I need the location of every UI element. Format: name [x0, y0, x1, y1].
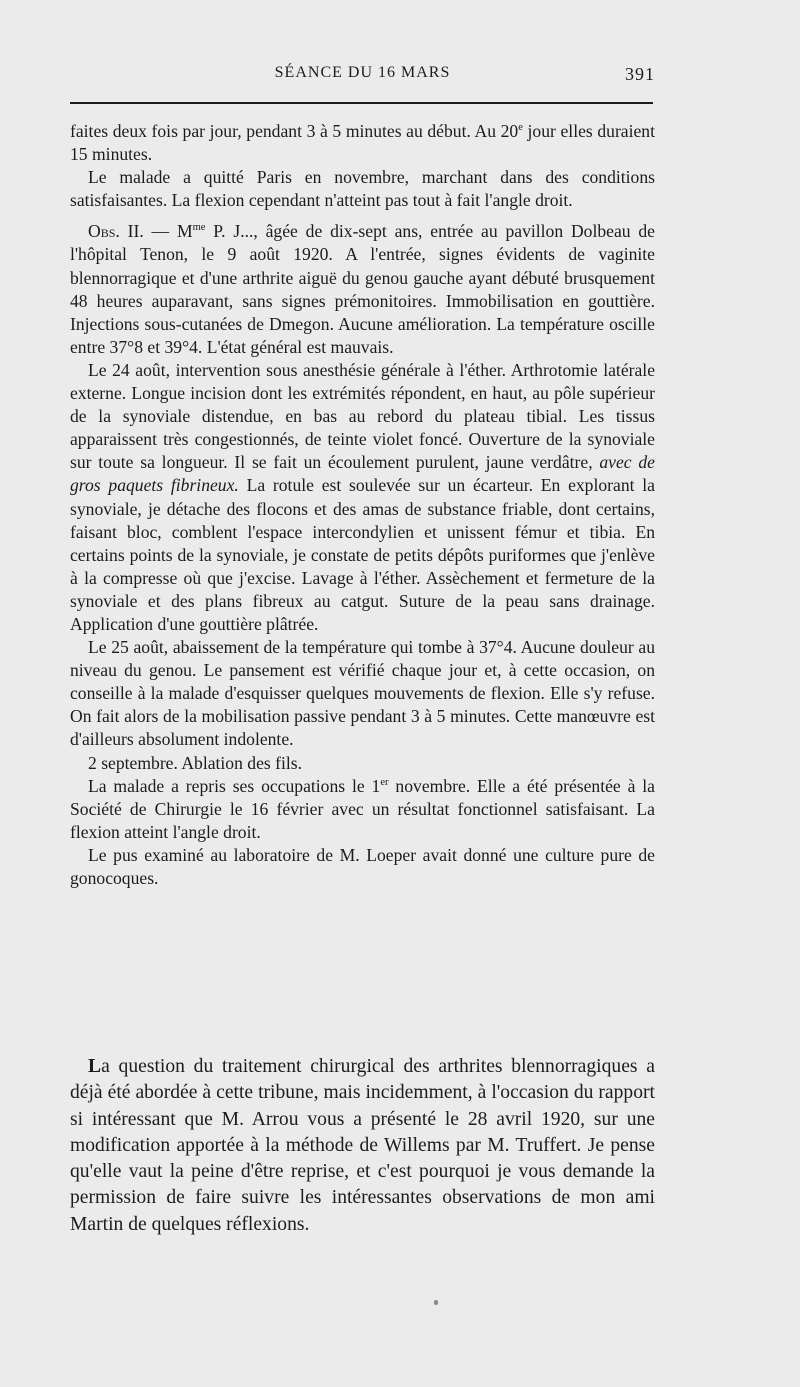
- observation-paragraph: Obs. II. — $M^{me}$ P. J..., âgée de dix-sept ans, entrée au pavillon Dolbeau de l'hôpital Tenon, le 9 août 1920. A l'entrée, signes évidents de vaginite blennorragique et d'une arthrite aiguë du genou gauche ayant débuté brusquement 48 heures auparavant, sans signes prémonitoires. Immobilisation en gouttière. Injections sous-cutanées de Dmegon. Aucune amélioration. La température oscille entre 37°8 et 39°4. L'état général est mauvais.: [70, 221, 655, 357]
- paragraph: La malade a repris ses occupations le 1er novembre. Elle a été présentée à la Société de Chirurgie le 16 février avec un résultat fonctionnel satisfaisant. La flexion atteint l'angle droit.: [70, 775, 655, 842]
- ink-speck: [434, 1300, 438, 1305]
- paragraph-continuation: faites deux fois par jour, pendant 3 à 5 minutes au début. Au 20e jour elles duraient 15 minutes.: [70, 121, 655, 165]
- discussion-paragraph: La question du traitement chirurgical des arthrites blennorragiques a déjà été abordée à cette tribune, mais incidemment, à l'occasion du rapport si intéressant que M. Arrou vous a présenté le 28 avril 1920, sur une modification apportée à la méthode de Willems par M. Truffert. Je pense qu'elle vaut la peine d'être reprise, et c'est pourquoi je vous demande la permission de faire suivre les intéressantes observations de mon ami Martin de quelques réflexions.: [70, 1056, 655, 1235]
- initial-letter: L: [88, 1056, 102, 1077]
- running-title: SÉANCE DU 16 MARS: [274, 64, 451, 81]
- paragraph: Le malade a quitté Paris en novembre, marchant dans des conditions satisfaisantes. La flexion cependant n'atteint pas tout à fait l'angle droit.: [70, 167, 655, 211]
- paragraph: 2 septembre. Ablation des fils.: [88, 752, 303, 773]
- discussion-section: [70, 1054, 655, 1238]
- paragraph: Le pus examiné au laboratoire de M. Loeper avait donné une culture pure de gonocoques.: [70, 844, 655, 888]
- case-report-section: [70, 120, 655, 890]
- header-rule: [70, 102, 653, 104]
- italic-phrase: avec de gros paquets fibrineux.: [70, 452, 655, 496]
- paragraph: Le 25 août, abaissement de la température qui tombe à 37°4. Aucune douleur au niveau du genou. Le pansement est vérifié chaque jour et, à cette occasion, on conseille à la malade d'esquisser quelques mouvements de flexion. Elle s'y refuse. On fait alors de la mobilisation passive pendant 3 à 5 minutes. Cette manœuvre est d'ailleurs absolument indolente.: [70, 637, 655, 750]
- page-header: [70, 62, 655, 90]
- paragraph: Le 24 août, intervention sous anesthésie générale à l'éther. Arthrotomie latérale externe. Longue incision dont les extrémités répondent, en haut, au pôle supérieur de la synoviale distendue, en bas au rebord du plateau tibial. Les tissus apparaissent très congestionnés, de teinte violet foncé. Ouverture de la synoviale sur toute sa longueur. Il se fait un écoulement purulent, jaune verdâtre, avec de gros paquets fibrineux. La rotule est soulevée sur un écarteur. En explorant la synoviale, je détache des flocons et des amas de substance friable, dont certains, faisant bloc, comblent l'espace intercondylien et unissent fémur et tibia. En certains points de la synoviale, je constate de petits dépôts puriformes que j'enlève à la compresse où que j'excise. Lavage à l'éther. Assèchement et fermeture de la synoviale et des plans fibreux au catgut. Suture de la peau sans drainage. Application d'une gouttière plâtrée.: [70, 359, 655, 634]
- page-number: 391: [625, 64, 655, 84]
- observation-label: Obs. II. — M: [88, 221, 193, 242]
